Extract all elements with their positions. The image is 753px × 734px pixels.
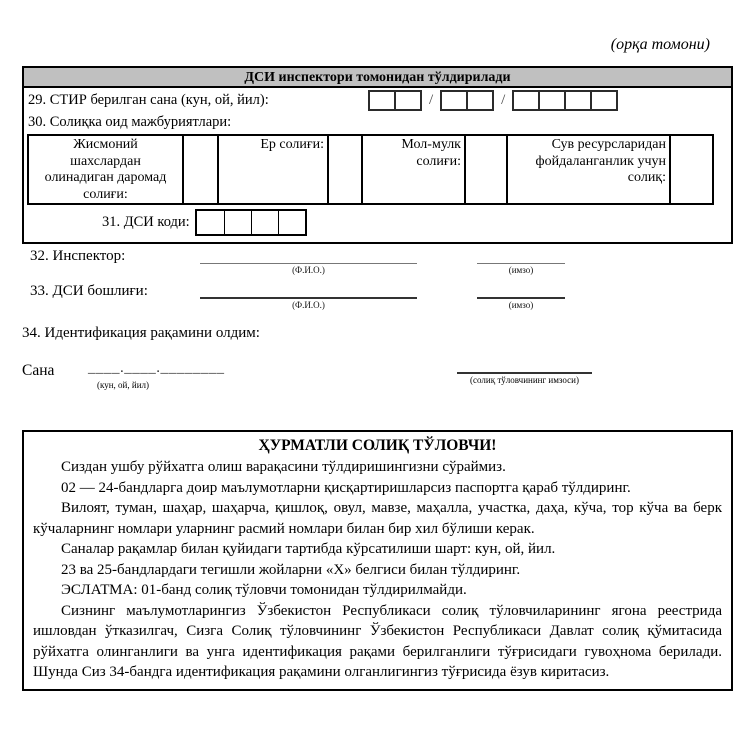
date-caption: (кун, ой, йил) xyxy=(97,380,149,390)
row-34-label: 34. Идентификация рақамини олдим: xyxy=(22,325,260,341)
inspector-signature-line[interactable] xyxy=(477,248,565,275)
date-separator-2: / xyxy=(501,92,506,108)
notice-paragraph: 23 ва 25-бандлардаги тегишли жойларни «Х» белгиси билан тўлдиринг. xyxy=(61,561,521,578)
row-30-label: 30. Солиқка оид мажбуриятлари: xyxy=(28,114,232,130)
inspector-table-header: ДСИ инспектори томонидан тўлдирилади xyxy=(24,68,731,88)
col-water-tax-label: Сув ресурсларидан фойдаланганлик учун солиқ: xyxy=(506,136,669,203)
back-side-note: (орқа томони) xyxy=(610,36,710,53)
col-land-tax-value-cell[interactable] xyxy=(327,136,361,203)
date-separator-1: / xyxy=(429,92,434,108)
row-31-dsi-code xyxy=(24,205,731,242)
taxpayer-signature-caption: (солиқ тўловчининг имзоси) xyxy=(470,375,579,385)
dsi-head-signature-line[interactable] xyxy=(477,283,565,310)
date-year-box-2[interactable] xyxy=(538,90,566,111)
inspector-section-table xyxy=(22,66,733,244)
row-29-label: 29. СТИР берилган сана (кун, ой, йил): xyxy=(28,92,269,108)
col-water-tax-value-cell[interactable] xyxy=(669,136,712,203)
dsi-head-name-underline xyxy=(200,283,417,299)
date-label: Сана xyxy=(22,362,55,379)
dsi-head-name-line[interactable] xyxy=(200,283,417,310)
dsi-head-signature-caption: (имзо) xyxy=(508,300,534,310)
date-year-box-4[interactable] xyxy=(590,90,618,111)
dsi-head-name-caption: (Ф.И.О.) xyxy=(292,300,325,310)
col-property-tax-label: Мол-мулк солиғи: xyxy=(361,136,464,203)
inspector-signature-caption: (имзо) xyxy=(508,265,534,275)
date-month-boxes xyxy=(440,90,494,111)
inspector-name-caption: (Ф.И.О.) xyxy=(292,265,325,275)
inspector-name-underline xyxy=(200,248,417,264)
col-income-tax-value-cell[interactable] xyxy=(182,136,217,203)
dsi-code-box-3[interactable] xyxy=(251,211,278,234)
date-month-box-1[interactable] xyxy=(440,90,468,111)
col-property-tax-value-cell[interactable] xyxy=(464,136,506,203)
row-32-inspector xyxy=(0,248,753,282)
notice-paragraph: Саналар рақамлар билан қуйидаги тартибда кўрсатилиши шарт: кун, ой, йил. xyxy=(61,541,556,557)
dsi-code-box-1[interactable] xyxy=(197,211,224,234)
tax-obligations-table xyxy=(27,134,714,205)
col-land-tax-label: Ер солиғи: xyxy=(217,136,327,203)
row-32-label: 32. Инспектор: xyxy=(30,248,126,264)
col-income-tax-label: Жисмоний шахслардан олинадиган даромад солиғи: xyxy=(44,137,167,202)
row-29-stir-date xyxy=(24,88,731,114)
taxpayer-notice-box xyxy=(22,430,733,691)
date-month-box-2[interactable] xyxy=(466,90,494,111)
date-year-box-1[interactable] xyxy=(512,90,540,111)
stir-date-boxes xyxy=(368,90,618,111)
inspector-name-line[interactable] xyxy=(200,248,417,275)
date-year-boxes xyxy=(512,90,618,111)
date-day-box-2[interactable] xyxy=(394,90,422,111)
date-day-box-1[interactable] xyxy=(368,90,396,111)
notice-paragraph: 02 — 24-бандларга доир маълумотларни қисқартиришларсиз паспортга қараб тўлдиринг. xyxy=(61,479,631,496)
notice-paragraph: ЭСЛАТМА: 01-банд солиқ тўловчи томонидан тўлдирилмайди. xyxy=(61,582,467,598)
notice-paragraph: Вилоят, туман, шаҳар, шаҳарча, қишлоқ, овул, мавзе, маҳалла, участка, даҳа, кўча, тор кўча ва берк кўчаларнинг номлари уларнинг расмий номлари билан бир хил бўлиши керак. xyxy=(33,500,722,537)
taxpayer-signature-line[interactable] xyxy=(457,372,592,385)
row-31-label: 31. ДСИ коди: xyxy=(102,214,190,230)
dsi-code-box-2[interactable] xyxy=(224,211,251,234)
date-day-boxes xyxy=(368,90,422,111)
dsi-code-box-4[interactable] xyxy=(278,211,305,234)
row-33-label: 33. ДСИ бошлиғи: xyxy=(30,283,148,299)
inspector-signature-underline xyxy=(477,248,565,264)
dsi-head-signature-underline xyxy=(477,283,565,299)
notice-paragraph: Сиздан ушбу рўйхатга олиш варақасини тўлдиришингизни сўраймиз. xyxy=(61,459,506,475)
date-year-box-3[interactable] xyxy=(564,90,592,111)
row-33-dsi-head xyxy=(0,283,753,317)
notice-title: ҲУРМАТЛИ СОЛИҚ ТЎЛОВЧИ! xyxy=(258,437,497,454)
date-fill-blank[interactable]: ____.____.________ xyxy=(88,360,225,376)
notice-paragraph: Сизнинг маълумотларингиз Ўзбекистон Республикаси солиқ тўловчиларининг ягона реестрида ишловдан ўтказилгач, Сизга Солиқ тўловчининг Ўзбекистон Республикаси Давлат солиқ қўмитасида рўйхатга олинганлиги ва унга идентификация рақами берилганлиги тўғрисидаги гувоҳнома берилади. Шунда Сиз 34-бандга идентификация рақамини олганлигингиз тўғрисида ёзув киритасиз. xyxy=(33,602,722,680)
date-and-taxpayer-signature-row xyxy=(0,358,753,398)
dsi-code-boxes xyxy=(195,209,307,236)
